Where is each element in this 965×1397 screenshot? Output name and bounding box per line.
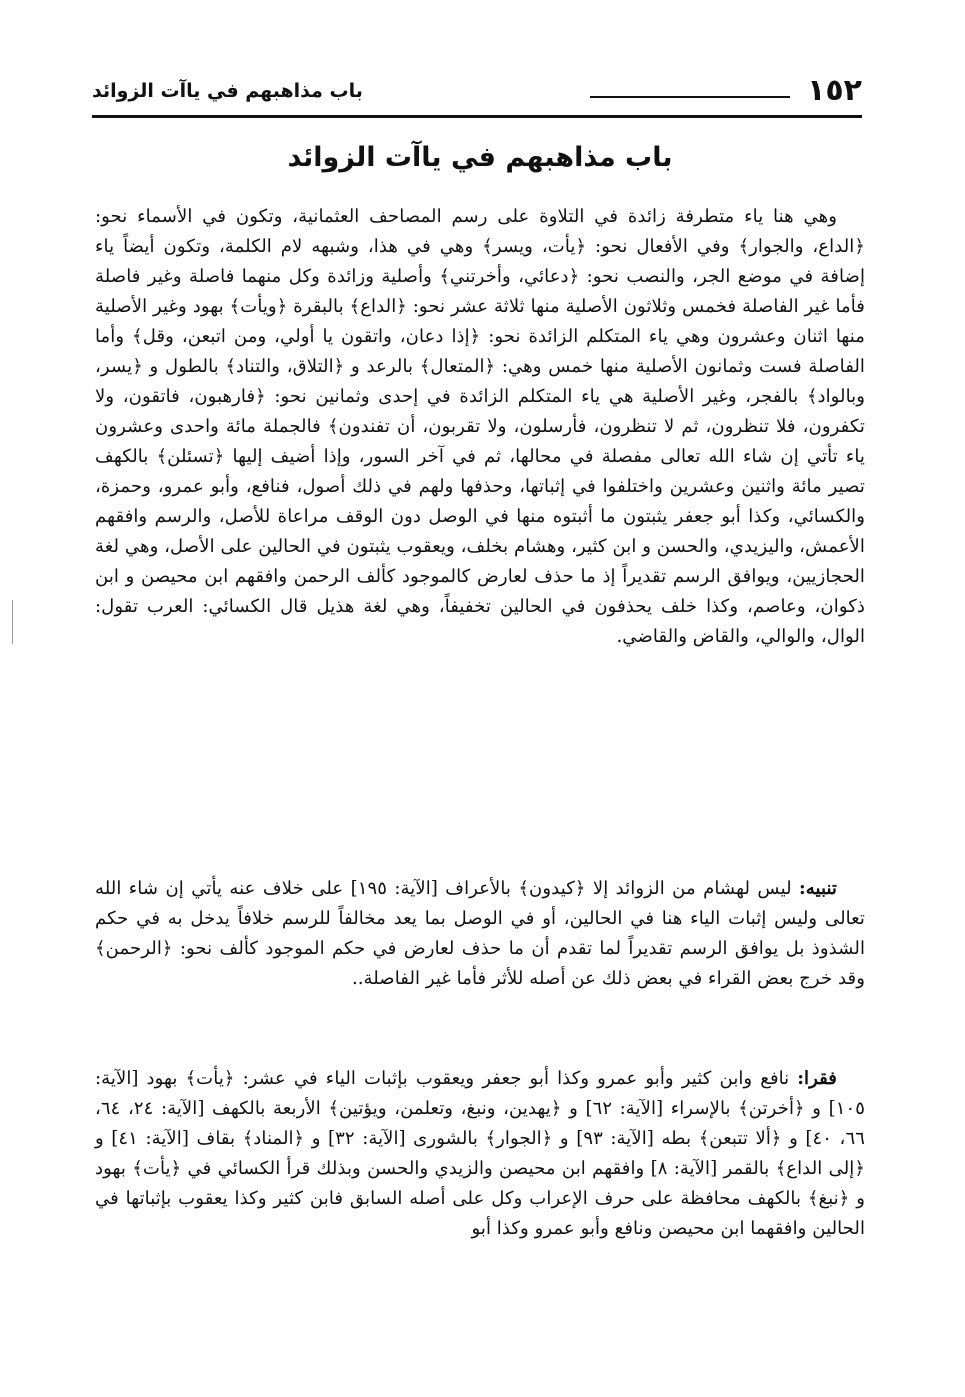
note-label: تنبيه:	[799, 878, 837, 899]
chapter-title: باب مذاهبهم في ياآت الزوائد	[287, 142, 673, 173]
scan-margin-mark	[12, 600, 13, 644]
fuqara-section	[95, 1064, 865, 1244]
main-text	[95, 202, 865, 652]
page-number: ١٥٢	[807, 73, 862, 108]
note-text: ليس لهشام من الزوائد إلا ﴿كيدون﴾ بالأعراف [الآية: ١٩٥] على خلاف عنه يأتي إن شاء الله تعالى وليس إثبات الياء هنا في الحالين، أو في الوصل بما يعد مخالفاً للرسم خلافاً يدخل به في حكم الشذوذ بل يوافق الرسم تقديراً لما تقدم أن ما حذف لعارض في حكم الموجود كألف نحو: ﴿الرحمن﴾ وقد خرج بعض القراء في بعض ذلك عن أصله للأثر فأما غير الفاصلة..	[95, 878, 865, 989]
page-header	[92, 74, 862, 118]
note-section	[95, 874, 865, 994]
fuqara-paragraph	[95, 1064, 865, 1244]
running-title: باب مذاهبهم في ياآت الزوائد	[92, 80, 363, 102]
header-rule	[590, 96, 790, 98]
paragraph-1: وهي هنا ياء متطرفة زائدة في التلاوة على رسم المصاحف العثمانية، وتكون في الأسماء نحو: ﴿الداع، والجوار﴾ وفي الأفعال نحو: ﴿يأت، ويسر﴾ وهي في هذا، وشبهه لام الكلمة، وتكون أيضاً ياء إضافة في موضع الجر، والنصب نحو: ﴿دعائي، وأخرتني﴾ وأصلية وزائدة وكل منهما فاصلة وغير فاصلة فأما غير الفاصلة فخمس وثلاثون الأصلية منها ثلاثة عشر نحو: ﴿الداع﴾ بالبقرة ﴿ويأت﴾ بهود وغير الأصلية منها اثنان وعشرون وهي ياء المتكلم الزائدة نحو: ﴿إذا دعان، واتقون يا أولي، ومن اتبعن، وقل﴾ وأما الفاصلة فست وثمانون الأصلية منها خمس وهي: ﴿المتعال﴾ بالرعد و ﴿التلاق، والتناد﴾ بالطول و ﴿يسر، وبالواد﴾ بالفجر، وغير الأصلية هي ياء المتكلم الزائدة في إحدى وثمانين نحو: ﴿فارهبون، فاتقون، ولا تكفرون، فلا تنظرون، ثم لا تنظرون، فأرسلون، ولا تقربون، أن تفندون﴾ فالجملة مائة واحدى وعشرون ياء تأتي إن شاء الله تعالى مفصلة في محالها، ثم في آخر السور، وإذا أضيف إليها ﴿تسئلن﴾ بالكهف تصير مائة واثنين وعشرين واختلفوا في إثباتها، وحذفها ولهم في ذلك أصول، فنافع، وأبو عمرو، وحمزة، والكسائي، وكذا أبو جعفر يثبتون ما أثبتوه منها في الوصل دون الوقف مراعاة للأصل، والرسم وافقهم الأعمش، واليزيدي، والحسن و ابن كثير، وهشام بخلف، ويعقوب يثبتون في الحالين على الأصل، وهي لغة الحجازيين، ويوافق الرسم تقديراً إذ ما حذف لعارض كالموجود كألف الرحمن وافقهم ابن محيصن و ابن ذكوان، وعاصم، وكذا خلف يحذفون في الحالين تخفيفاً، وهي لغة هذيل قال الكسائي: العرب تقول: الوال، والوالي، والقاض والقاضي.	[95, 206, 865, 647]
fuqara-label: فقرا:	[797, 1068, 837, 1089]
note-paragraph	[95, 874, 865, 994]
fuqara-text: نافع وابن كثير وأبو عمرو وكذا أبو جعفر ويعقوب بإثبات الياء في عشر: ﴿يأت﴾ بهود [الآية: ١٠٥] و ﴿أخرتن﴾ بالإسراء [الآية: ٦٢] و ﴿يهدين، ونبغ، وتعلمن، ويؤتين﴾ الأربعة بالكهف [الآية: ٢٤، ٦٤، ٦٦، ٤٠] و ﴿ألا تتبعن﴾ بطه [الآية: ٩٣] و ﴿الجوار﴾ بالشورى [الآية: ٣٢] و ﴿المناد﴾ بقاف [الآية: ٤١] و ﴿إلى الداع﴾ بالقمر [الآية: ٨] وافقهم ابن محيصن والزيدي والحسن وبذلك قرأ الكسائي في ﴿يأت﴾ بهود و ﴿نبغ﴾ بالكهف محافظة على حرف الإعراب وكل على أصله السابق فابن كثير وكذا يعقوب بإثباتها في الحالين وافقهما ابن محيصن ونافع وأبو عمرو وكذا أبو	[95, 1068, 865, 1239]
